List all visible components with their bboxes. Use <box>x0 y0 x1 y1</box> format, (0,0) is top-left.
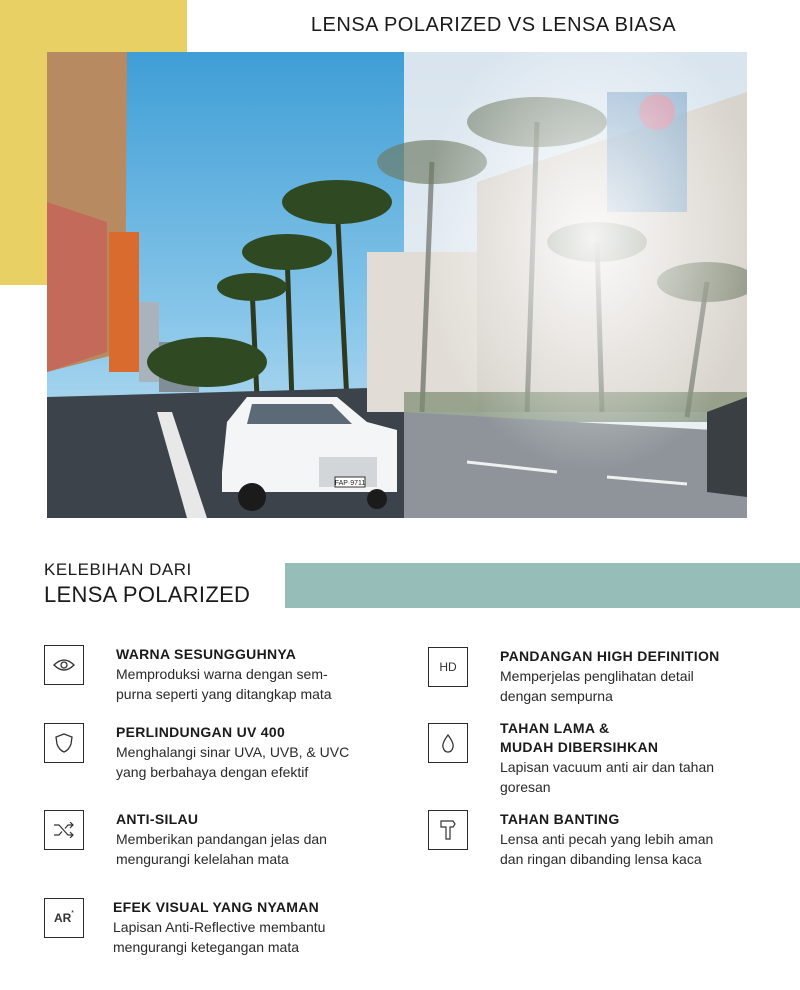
droplet-icon <box>428 723 468 763</box>
feature-title: WARNA SESUNGGUHNYA <box>116 646 297 662</box>
feature-description: Lapisan Anti-Reflective membantu mengurangi ketegangan mata <box>113 919 326 955</box>
license-plate: FAP·9711 <box>334 480 366 487</box>
feature-description: Memproduksi warna dengan sem- purna seperti yang ditangkap mata <box>116 666 332 702</box>
hd-icon-label: HD <box>439 660 457 674</box>
hammer-icon <box>428 810 468 850</box>
hd-icon <box>428 647 468 687</box>
feature-description: Lapisan vacuum anti air dan tahan goresan <box>500 759 715 795</box>
feature-title: PANDANGAN HIGH DEFINITION <box>500 648 720 664</box>
decorative-teal-bar <box>285 563 800 608</box>
eye-icon <box>44 645 84 685</box>
comparison-photo <box>47 52 747 518</box>
section-subtitle: KELEBIHAN DARI <box>44 560 192 579</box>
ar-icon: AR * <box>44 898 84 938</box>
ar-icon-label: AR <box>53 911 72 925</box>
feature-title: ANTI-SILAU <box>116 811 199 827</box>
feature-title: EFEK VISUAL YANG NYAMAN <box>113 899 320 915</box>
feature-title: PERLINDUNGAN UV 400 <box>116 724 286 740</box>
feature-description: Memperjelas penglihatan detail dengan sempurna <box>500 668 694 704</box>
feature-title: TAHAN LAMA & MUDAH DIBERSIHKAN <box>500 720 659 755</box>
feature-description: Memberikan pandangan jelas dan mengurangi kelelahan mata <box>116 831 327 867</box>
page-title: LENSA POLARIZED VS LENSA BIASA <box>310 14 677 36</box>
feature-title: TAHAN BANTING <box>500 811 620 827</box>
feature-description: Lensa anti pecah yang lebih aman dan ringan dibanding lensa kaca <box>500 831 714 867</box>
section-title: LENSA POLARIZED <box>44 582 251 607</box>
feature-description: Menghalangi sinar UVA, UVB, & UVC yang berbahaya dengan efektif <box>116 744 350 780</box>
section-header <box>44 560 250 608</box>
shuffle-icon <box>44 810 84 850</box>
shield-icon <box>44 723 84 763</box>
